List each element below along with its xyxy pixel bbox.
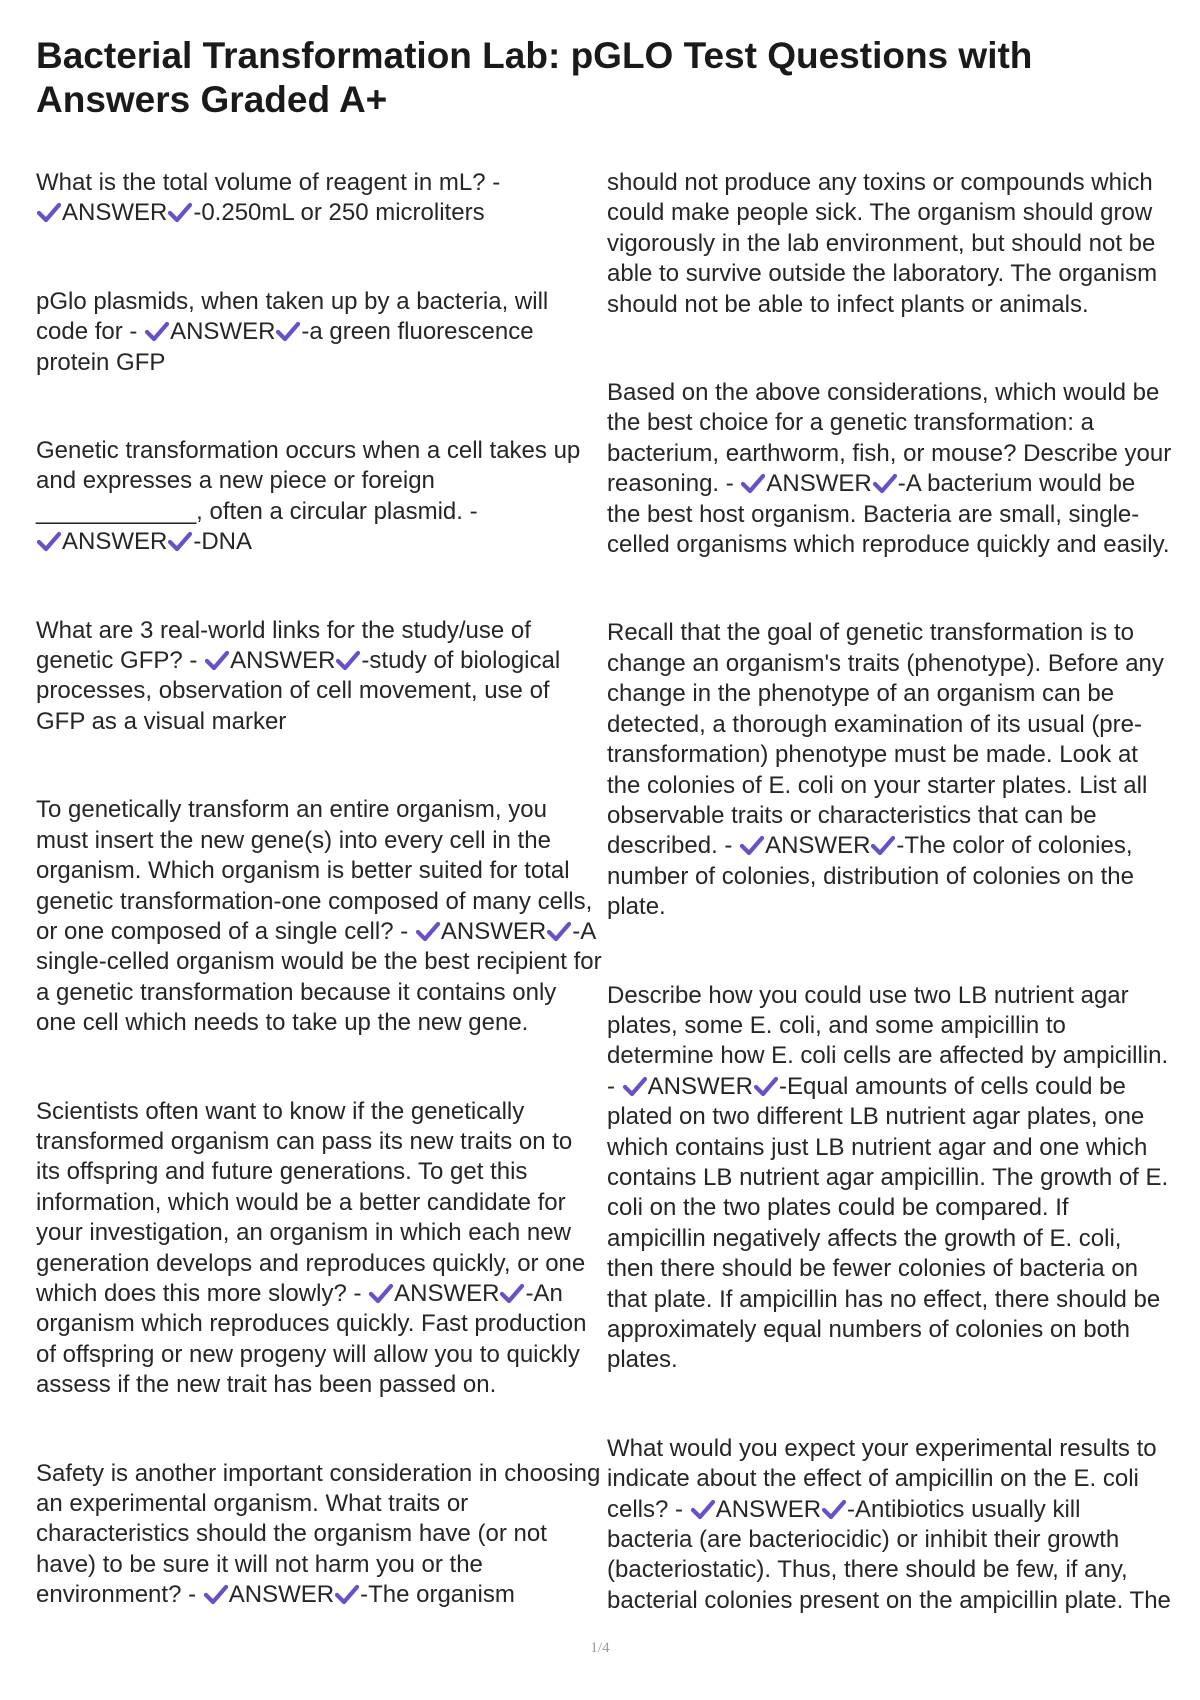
check-icon	[546, 920, 572, 942]
answer-text: -The color of colonies, number of colonies, distribution of colonies on the plate.	[607, 832, 1134, 921]
answer-label: ANSWER	[647, 1072, 754, 1100]
check-icon	[335, 649, 361, 671]
check-icon	[415, 920, 441, 942]
answer-text: -DNA	[193, 528, 253, 556]
check-icon	[753, 1075, 779, 1097]
check-icon	[368, 1282, 394, 1304]
question-text: To genetically transform an entire organism, you must insert the new gene(s) into every cell in the organism. Which organism is better suited for total genetic transformation-one composed of many cells, or one composed of a single cell? -	[36, 796, 593, 945]
check-icon	[36, 530, 62, 552]
question-text: Safety is another important consideration in choosing an experimental organism. What traits or characteristics should the organism have (or not have) to be sure it will not harm you or the environment? -	[36, 1459, 601, 1609]
answer-label: ANSWER	[62, 528, 168, 556]
check-icon	[872, 472, 898, 494]
question-text: pGlo plasmids, when taken up by a bacteria, will code for -	[36, 287, 549, 346]
question-text: What would you expect your experimental results to indicate about the effect of ampicillin on the E. coli cells? -	[607, 1434, 1157, 1523]
check-icon	[275, 320, 301, 342]
question-text: Describe how you could use two LB nutrient agar plates, some E. coli, and some ampicillin to determine how E. coli cells are affected by ampicillin. -	[607, 981, 1169, 1100]
answer-label: ANSWER	[62, 199, 168, 227]
answer-label: ANSWER	[228, 1581, 335, 1609]
right-column	[607, 168, 1172, 1674]
qa-item	[607, 981, 1172, 1376]
answer-label: ANSWER	[394, 1279, 500, 1307]
answer-text: -0.250mL or 250 microliters	[193, 199, 485, 227]
question-text: Recall that the goal of genetic transformation is to change an organism's traits (phenotype). Before any change in the phenotype of an organism can be detected, a thorough examination of its usual (pre-transformation) phenotype must be made. Look at the colonies of E. coli on your starter plates. List all observable traits or characteristics that can be described. -	[607, 619, 1164, 860]
answer-label: ANSWER	[170, 318, 276, 346]
check-icon	[334, 1583, 360, 1605]
left-column	[36, 168, 602, 1669]
check-icon	[690, 1498, 716, 1520]
qa-item	[607, 378, 1172, 560]
answer-continuation: should not produce any toxins or compounds which could make people sick. The organism should grow vigorously in the lab environment, but should not be able to survive outside the laboratory. The organism should not be able to infect plants or animals.	[607, 169, 1158, 318]
check-icon	[821, 1498, 847, 1520]
check-icon	[203, 1583, 229, 1605]
answer-text: -An organism which reproduces quickly. Fast production of offspring or new progeny will allow you to quickly assess if the new trait has been passed on.	[36, 1279, 587, 1399]
question-text: Scientists often want to know if the genetically transformed organism can pass its new traits on to its offspring and future generations. To get this information, which would be a better candidate for your investigation, an organism in which each new generation develops and reproduces quickly, or one which does this more slowly? -	[36, 1097, 586, 1307]
qa-item	[36, 287, 602, 378]
document-title: Bacterial Transformation Lab: pGLO Test Questions with Answers Graded A+	[36, 35, 1033, 120]
check-icon	[739, 834, 765, 856]
check-icon	[740, 472, 766, 494]
qa-item	[36, 616, 602, 738]
answer-text: -study of biological processes, observation of cell movement, use of GFP as a visual marker	[36, 647, 561, 735]
answer-text: -A single-celled organism would be the best recipient for a genetic transformation because it contains only one cell which needs to take up the new gene.	[36, 917, 602, 1037]
qa-item	[36, 168, 602, 229]
check-icon	[622, 1075, 648, 1097]
answer-label: ANSWER	[766, 470, 872, 498]
answer-text: -A bacterium would be the best host organism. Bacteria are small, single-celled organisms which reproduce quickly and easily.	[607, 470, 1170, 559]
qa-item	[607, 618, 1172, 922]
question-text: What are 3 real-world links for the study/use of genetic GFP? -	[36, 616, 531, 675]
question-text: Based on the above considerations, which would be the best choice for a genetic transformation: a bacterium, earthworm, fish, or mouse? Describe your reasoning. -	[607, 379, 1172, 498]
answer-label: ANSWER	[230, 647, 336, 675]
check-icon	[870, 834, 896, 856]
check-icon	[499, 1282, 525, 1304]
answer-text: -The organism	[360, 1581, 515, 1609]
check-icon	[167, 201, 193, 223]
answer-label: ANSWER	[715, 1495, 822, 1523]
qa-item	[607, 1434, 1172, 1616]
question-text: Genetic transformation occurs when a cell takes up and expresses a new piece or foreign ____________, often a circular plasmid. -	[36, 437, 581, 525]
answer-text: -a green fluorescence protein GFP	[36, 318, 534, 376]
qa-item	[36, 436, 602, 558]
answer-text: -Antibiotics usually kill bacteria (are bacteriocidic) or inhibit their growth (bacteriostatic). Thus, there should be few, if any, bacterial colonies present on the ampicillin plate. The	[607, 1495, 1171, 1614]
check-icon	[204, 649, 230, 671]
question-text: What is the total volume of reagent in mL? -	[36, 169, 501, 196]
check-icon	[36, 201, 62, 223]
qa-item	[36, 1459, 602, 1611]
qa-item	[36, 1097, 602, 1401]
answer-label: ANSWER	[765, 832, 871, 860]
check-icon	[167, 530, 193, 552]
page-indicator: 1/4	[590, 1640, 610, 1656]
answer-label: ANSWER	[440, 917, 547, 945]
check-icon	[144, 320, 170, 342]
qa-item	[36, 795, 602, 1038]
answer-text: -Equal amounts of cells could be plated on two different LB nutrient agar plates, one which contains just LB nutrient agar and one which contains LB nutrient agar ampicillin. The growth of E. coli on the two plates could be compared. If ampicillin negatively affects the growth of E. coli, then there should be fewer colonies of bacteria on that plate. If ampicillin has no effect, there should be approximately equal numbers of colonies on both plates.	[607, 1072, 1169, 1374]
